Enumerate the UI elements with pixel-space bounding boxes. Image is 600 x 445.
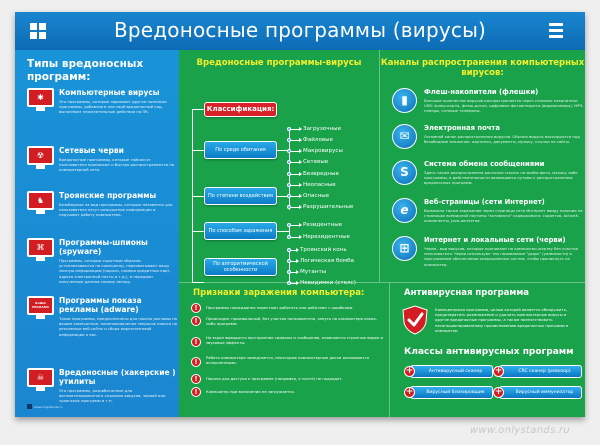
category-algorithm: По алгоритмической особенности (204, 258, 277, 276)
virus-icon: ✱ (27, 88, 54, 112)
connector-line (192, 231, 204, 232)
arrow-icon (291, 261, 298, 262)
antivirus-class-scanner: Антивирусный сканер (410, 365, 493, 378)
network-icon: ⊞ (392, 236, 417, 261)
channel-desc: Возможно также заражение через страницы сети Интернет ввиду наличия на страницах всемирной паутины "активного" содержимого: скриптов, ActiveX-компоненты, Java-апплетов. (424, 208, 583, 224)
warning-icon: ! (191, 316, 201, 326)
hacker-icon: ☠ (27, 368, 54, 392)
connector-line (192, 150, 204, 151)
category-item: Безвредные (303, 171, 339, 177)
signs-title: Признаки заражения компьютера: (193, 288, 365, 298)
channel-name: Электронная почта (424, 124, 500, 132)
malware-types-title: Типы вредоносных программ: (27, 58, 144, 83)
type-desc: Это программы, разработанные для автоматизированного создания вирусов, червей или троянских программ и т.п. (59, 388, 166, 404)
type-name: Компьютерные вирусы (59, 88, 160, 97)
category-item: Нерезидентные (303, 234, 350, 240)
antivirus-class-immunizer: Вирусный иммунизатор (499, 386, 582, 399)
category-item: Логическая бомба (300, 258, 354, 264)
connector-line (277, 231, 289, 232)
page-title: Вредоносные программы (вирусы) (113, 18, 487, 42)
internet-explorer-icon: e (392, 198, 417, 223)
infection-signs-panel: Признаки заражения компьютера: ! Программы неожиданно перестают работать или работают с ошибками. ! Происходит произвольный, без участия пользователя, запуск на компьютере каких-либо программ. ! На экран выводятся посторонние символы и сообщения, появляются странные видео и звуковые эффекты. ! Работа компьютера замедляется, некоторые компьютерные диски оказываются испорченными. ! Пароли для доступа к программе (например, к почте) не подходят. ! Компьютер при включении не загружается. (179, 282, 389, 417)
antivirus-title: Антивирусная программа (404, 288, 530, 298)
category-infection-method: По способам заражения (204, 222, 277, 240)
arrow-icon (291, 151, 301, 152)
plus-icon: + (494, 366, 503, 376)
connector-line (192, 109, 204, 110)
warning-icon: ! (191, 337, 201, 347)
channel-desc: Здесь также распространена рассылка ссылок на якобы фото, музыку либо программы, в действительности являющиеся путями к распространению вредоносных программ. (424, 170, 578, 186)
channel-name: Флеш-накопители (флешки) (424, 88, 539, 96)
malware-types-panel (15, 50, 179, 417)
channel-name: Интернет и локальные сети (черви) (424, 236, 566, 244)
antivirus-classes-title: Классы антивирусных программ (404, 347, 574, 357)
email-icon: ✉ (392, 124, 417, 149)
category-item: Макровирусы (303, 148, 343, 154)
arrow-icon (291, 250, 298, 251)
plus-icon: + (494, 387, 503, 397)
usb-flash-icon: ▮ (392, 88, 417, 113)
type-desc: Такие программы, предназначены для показа рекламы на вашем компьютере, перенаправления запросов поиска на рекламные веб-сайты и сбора маркетинговой информации о вас. (59, 316, 177, 337)
channel-name: Веб-страницы (сети Интернет) (424, 198, 545, 206)
classification-title: Вредоносные программы-вирусы (196, 58, 362, 68)
category-item: Файловые (303, 137, 334, 143)
channels-panel (379, 50, 585, 282)
antivirus-class-crc: CRC сканер (ревизор) (499, 365, 582, 378)
arrow-icon (291, 174, 301, 175)
plus-icon: + (405, 387, 414, 397)
arrow-icon (291, 129, 301, 130)
arrow-icon (291, 272, 298, 273)
footer-url[interactable]: www.onlystands.ru (469, 425, 570, 436)
qr-caption: www.onlystands.ru (34, 405, 63, 409)
antivirus-class-blocker: Вирусный блокировщик (410, 386, 493, 399)
arrow-icon (291, 225, 301, 226)
arrow-icon (291, 185, 301, 186)
category-item: Мутанты (300, 269, 327, 275)
channels-title: Каналы распространения компьютерных вирусов: (380, 58, 585, 78)
channel-desc: Черви - вид вирусов, которые проникают на компьютер-жертву без участия пользователя. Черви используют так называемые "дыры" (уязвимости) в программном обеспечении операционных систем, чтобы проникнуть на компьютер. (424, 246, 578, 267)
type-name: Вредоносные (хакерские ) утилиты (59, 368, 176, 386)
trojan-horse-icon: ♞ (27, 191, 54, 215)
antivirus-desc: Компьютерная программа, целью которой является обнаружить, предотвратить размножение и удалить компьютерные вирусы и другие вредоносные программы, а также препятствовать несанкционированному проникновению вредоносных программ в компьютер. (435, 307, 569, 333)
arrow-icon (291, 162, 301, 163)
category-impact: По степени воздействия (204, 187, 277, 205)
category-item: Загрузочные (303, 126, 342, 132)
type-desc: Это программы, которые заражают другие полезные программы, добавляя в них свой вредоносный код, выполняют нежелательные действия на ПК. (59, 99, 167, 115)
category-item: Троянский конь (300, 247, 347, 253)
category-item: Сетевые (303, 159, 329, 165)
warning-icon: ! (191, 387, 201, 397)
arrow-icon (291, 237, 301, 238)
channel-name: Система обмена сообщениями (424, 160, 545, 168)
worm-icon: ☢ (27, 146, 54, 170)
category-item: Опасные (303, 193, 330, 199)
category-item: Разрушительные (303, 204, 354, 210)
category-item: Резидентные (303, 222, 343, 228)
warning-icon: ! (191, 374, 201, 384)
skype-icon: S (392, 160, 417, 185)
branch-line (289, 250, 290, 284)
plus-icon: + (405, 366, 414, 376)
category-item: Неопасные (303, 182, 336, 188)
type-desc: Безобидные на вид программы, которые незаметно для пользователя несут разрушение информации и нарушают работу компьютера. (59, 202, 173, 218)
channel-desc: Большое количество вирусов распространяется через съемные накопители USB: флеш-карты, флеш-диски, цифровые фотоаппараты (видеокамеры), MP3-плееры, сотовые телефоны. (424, 98, 584, 114)
ad-icon: ВАША РЕКЛАМА (27, 296, 54, 320)
type-name: Программы показа рекламы (adware) (59, 296, 142, 314)
connector-line (192, 196, 204, 197)
channel-desc: Основной канал распространения вирусов. Обычно вирусы маскируются под безобидные вложения: картинки, документы, музыку, ссылки на сайты. (424, 134, 580, 145)
spy-icon: ⌘ (27, 238, 54, 262)
warning-icon: ! (191, 303, 201, 313)
type-name: Сетевые черви (59, 146, 124, 155)
header-bar (15, 12, 585, 50)
arrow-icon (291, 207, 301, 208)
poster (15, 12, 585, 417)
type-name: Программы-шпионы (spyware) (59, 238, 148, 256)
category-habitat: По среде обитания (204, 141, 277, 159)
classification-panel (179, 50, 379, 286)
classification-root: Классификация: (204, 102, 277, 117)
antivirus-panel (389, 282, 585, 417)
warning-icon: ! (191, 357, 201, 367)
category-item: Невидимки (стелс) (300, 280, 356, 286)
type-name: Троянские программы (59, 191, 157, 200)
shield-check-icon (402, 305, 428, 335)
type-desc: Программы, которые скрытным образом устанавливаются на компьютер, перехватывают вашу личную информацию (пароли, номера кредитных карт, адреса электронной почты и т.д.), и передают полученные данные своему автору. (59, 258, 171, 284)
qr-code-icon (27, 404, 32, 409)
type-desc: Вредоносные программы, которые тайком от пользователя проникают и быстро распространяются по компьютерной сети. (59, 157, 175, 173)
arrow-icon (291, 196, 301, 197)
arrow-icon (291, 140, 301, 141)
menu-icon[interactable] (549, 23, 563, 39)
